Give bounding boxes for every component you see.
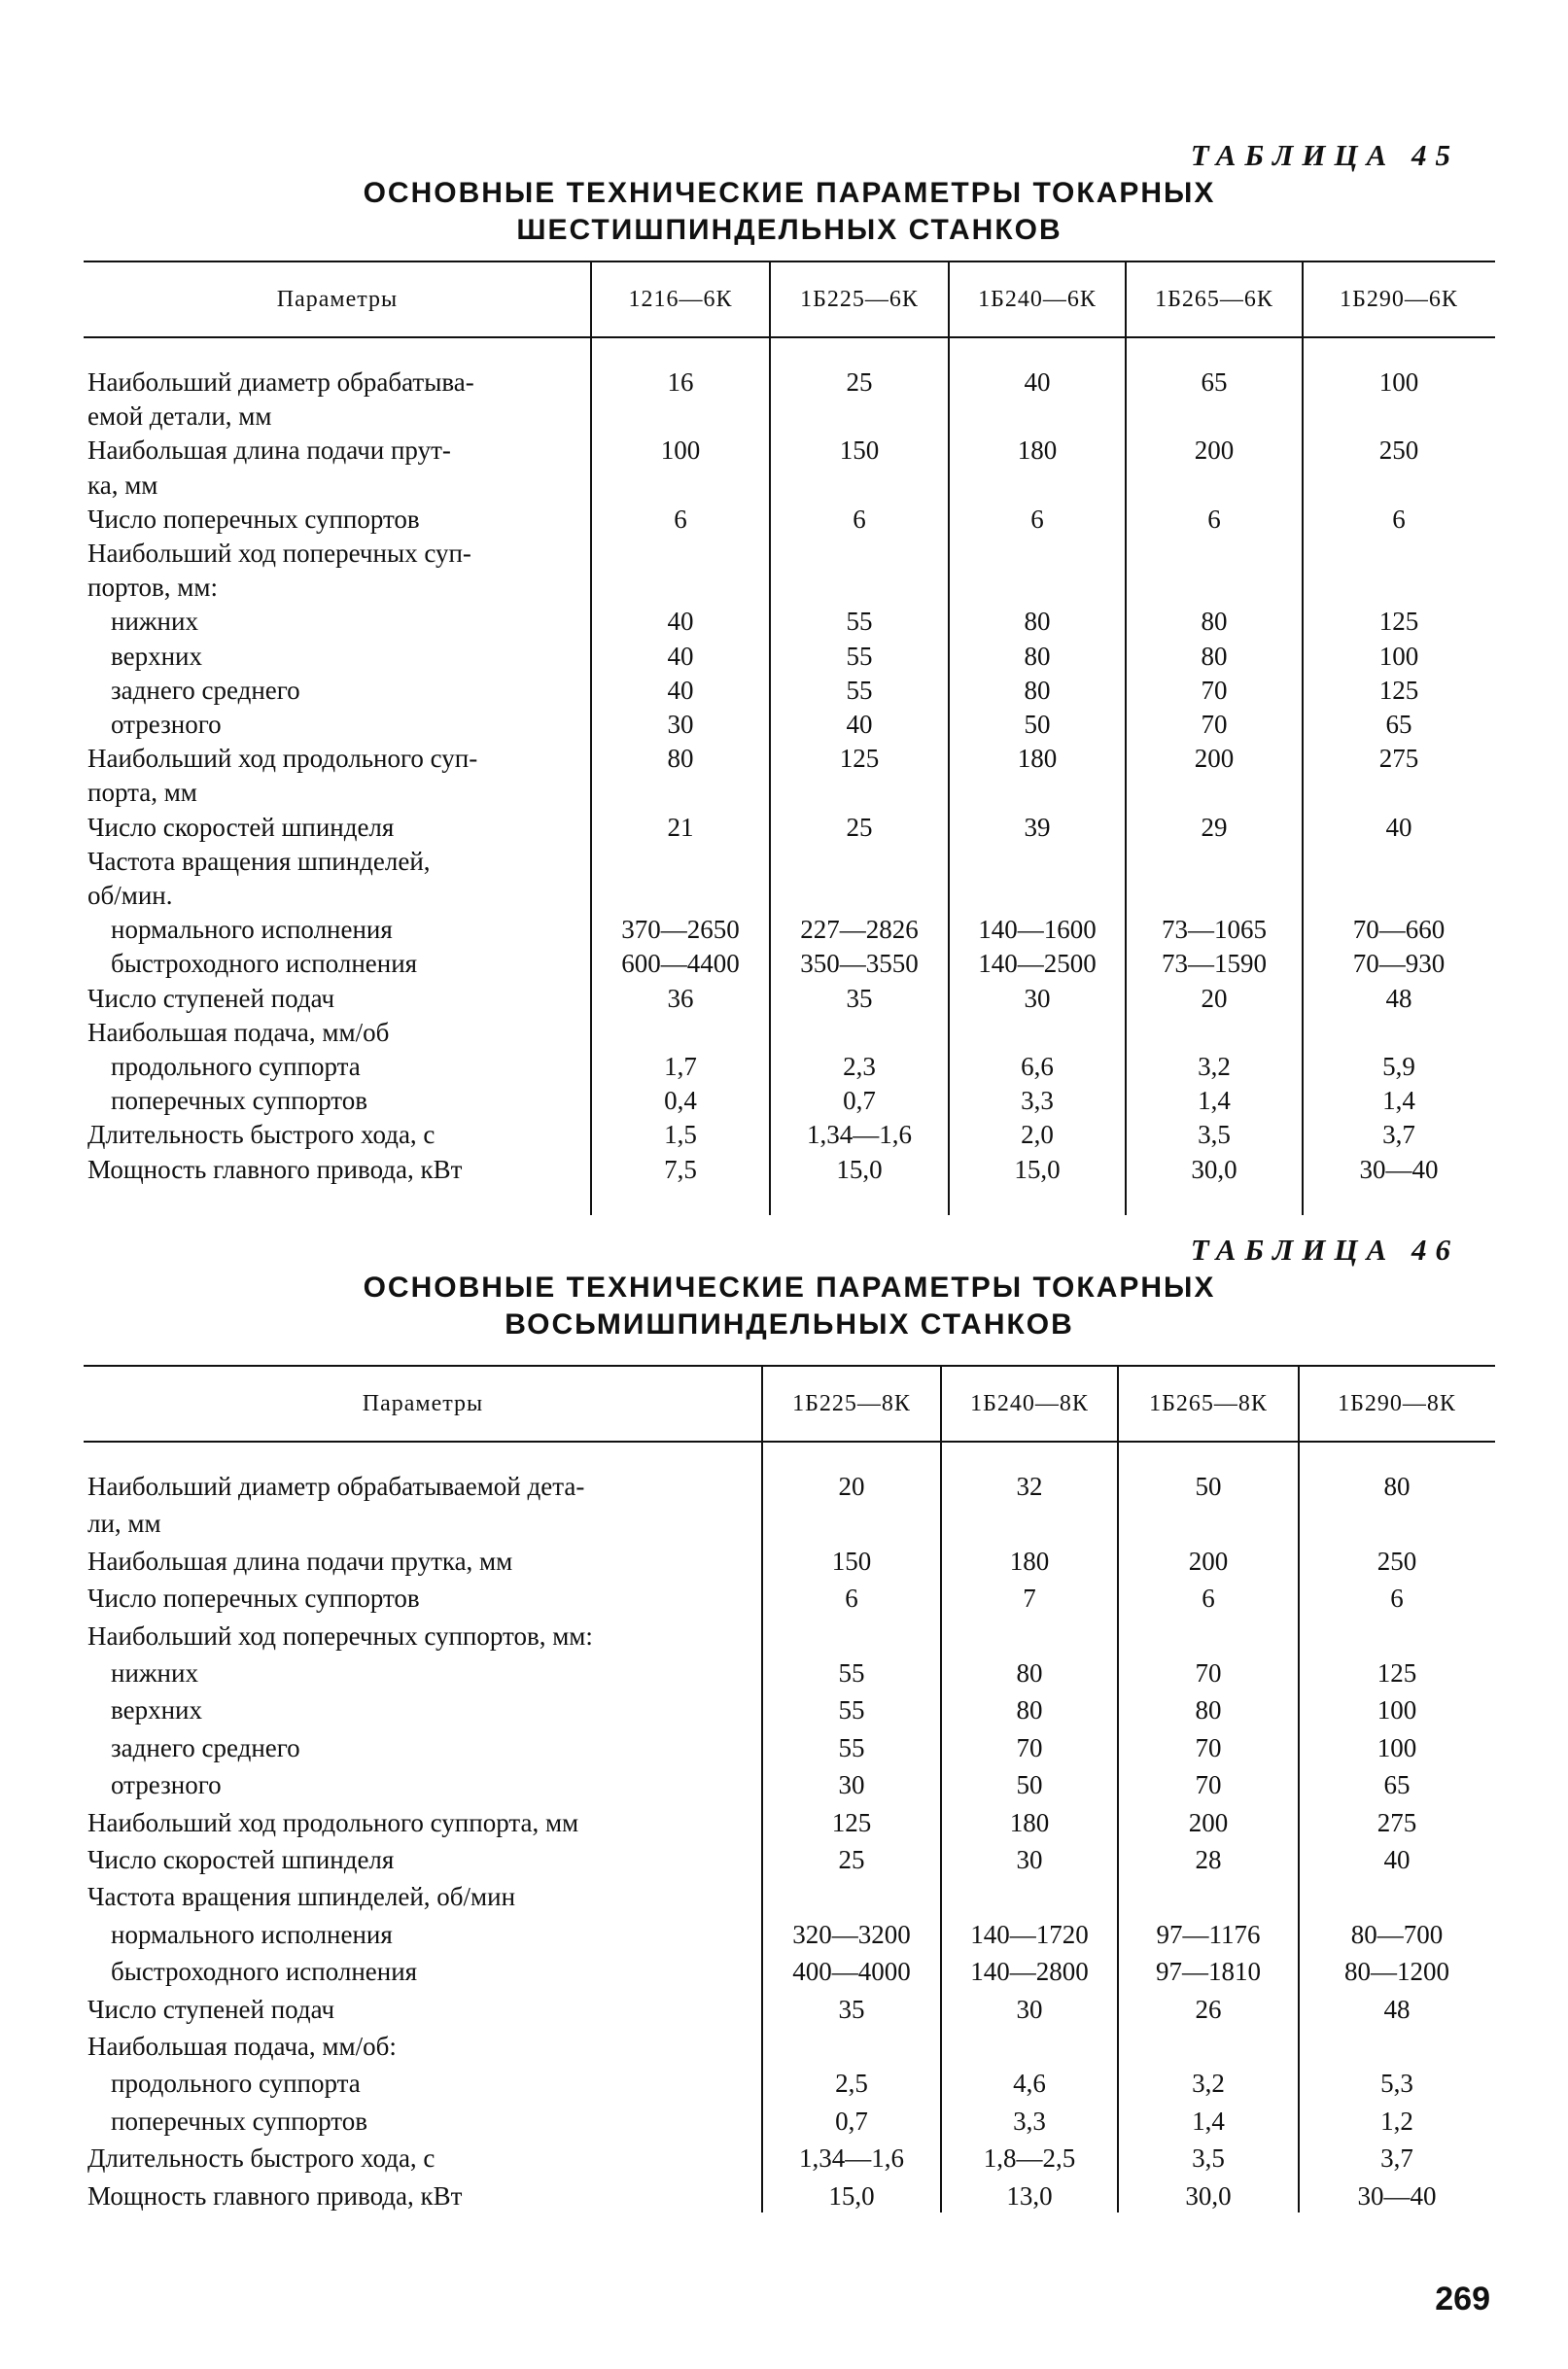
row-value: 25 bbox=[838, 1845, 865, 1874]
row-value: 1,34—1,6 bbox=[799, 2143, 904, 2174]
row-value: 97—1810 bbox=[1156, 1957, 1261, 1987]
table-row bbox=[84, 1584, 1495, 1620]
table-row bbox=[84, 607, 1495, 641]
table-46-label: ТАБЛИЦА 46 bbox=[1190, 1233, 1459, 1267]
row-value: 600—4400 bbox=[621, 949, 740, 979]
row-value: 15,0 bbox=[828, 2180, 875, 2211]
table-45-label: ТАБЛИЦА 45 bbox=[1190, 138, 1459, 172]
row-value: 40 bbox=[846, 710, 873, 739]
table-46 bbox=[84, 1365, 1495, 2212]
row-parameter: Наибольший ход поперечных суп- bbox=[87, 539, 471, 568]
row-value: 50 bbox=[1195, 1472, 1222, 1501]
row-parameter: об/мин. bbox=[87, 881, 173, 910]
row-value: 15,0 bbox=[1014, 1154, 1061, 1184]
row-value: 227—2826 bbox=[800, 915, 919, 945]
row-value: 65 bbox=[1383, 1770, 1411, 1800]
table-45-title-line2: ШЕСТИШПИНДЕЛЬНЫХ СТАНКОВ bbox=[516, 214, 1063, 246]
row-parameter: нижних bbox=[111, 1658, 198, 1688]
row-value: 1,4 bbox=[1198, 1086, 1231, 1116]
row-value: 140—2800 bbox=[970, 1957, 1089, 1987]
table-row bbox=[84, 539, 1495, 573]
row-value: 370—2650 bbox=[621, 915, 740, 945]
header-model: 1Б290—8К bbox=[1338, 1390, 1456, 1416]
table-header-row bbox=[84, 1367, 1495, 1443]
row-parameter: быстроходного исполнения bbox=[111, 949, 418, 979]
row-value: 50 bbox=[1016, 1770, 1043, 1800]
row-value: 65 bbox=[1385, 710, 1412, 739]
table-row bbox=[84, 642, 1495, 676]
row-value: 1,8—2,5 bbox=[983, 2143, 1076, 2174]
table-row bbox=[84, 1472, 1495, 1509]
row-parameter: заднего среднего bbox=[111, 1732, 300, 1762]
table-45-title bbox=[84, 175, 1495, 249]
row-value: 80 bbox=[1016, 1658, 1043, 1688]
row-value: 400—4000 bbox=[792, 1957, 911, 1987]
row-value: 32 bbox=[1016, 1472, 1043, 1501]
row-value: 80 bbox=[1383, 1472, 1411, 1501]
row-parameter: продольного суппорта bbox=[111, 2069, 361, 2099]
row-value: 70—930 bbox=[1352, 949, 1446, 979]
table-46-title-line1: ОСНОВНЫЕ ТЕХНИЧЕСКИЕ ПАРАМЕТРЫ ТОКАРНЫХ bbox=[363, 1272, 1216, 1304]
header-model: 1Б225—6К bbox=[800, 286, 919, 312]
row-value: 6 bbox=[1207, 504, 1221, 534]
row-value: 80—1200 bbox=[1344, 1957, 1449, 1987]
row-value: 2,3 bbox=[843, 1052, 876, 1081]
table-row bbox=[84, 505, 1495, 539]
table-row bbox=[84, 401, 1495, 435]
table-46-title-line2: ВОСЬМИШПИНДЕЛЬНЫХ СТАНКОВ bbox=[505, 1308, 1074, 1341]
row-value: 35 bbox=[846, 983, 873, 1013]
row-value: 250 bbox=[1376, 1546, 1417, 1576]
row-value: 4,6 bbox=[1013, 2069, 1046, 2099]
row-value: 16 bbox=[667, 367, 694, 397]
row-value: 50 bbox=[1024, 710, 1051, 739]
row-parameter: отрезного bbox=[111, 710, 222, 739]
row-parameter: Число ступеней подач bbox=[87, 983, 335, 1013]
row-value: 80 bbox=[1201, 641, 1228, 671]
row-value: 180 bbox=[1009, 1546, 1050, 1576]
table-row bbox=[84, 1120, 1495, 1154]
row-value: 25 bbox=[846, 812, 873, 842]
row-value: 55 bbox=[838, 1658, 865, 1688]
row-value: 30 bbox=[667, 710, 694, 739]
row-value: 5,9 bbox=[1382, 1052, 1415, 1081]
table-row bbox=[84, 1155, 1495, 1189]
header-parameters: Параметры bbox=[276, 286, 399, 312]
row-parameter: Наибольший ход продольного суппорта, мм bbox=[87, 1807, 579, 1837]
row-value: 125 bbox=[839, 744, 880, 774]
row-parameter: Число поперечных суппортов bbox=[87, 504, 420, 534]
row-parameter: Число поперечных суппортов bbox=[87, 1584, 420, 1614]
row-value: 125 bbox=[1378, 675, 1419, 705]
row-parameter: ли, мм bbox=[87, 1509, 161, 1539]
table-row bbox=[84, 1052, 1495, 1086]
row-parameter: нижних bbox=[111, 607, 198, 637]
table-row bbox=[84, 2107, 1495, 2143]
row-value: 6 bbox=[1392, 504, 1406, 534]
row-value: 3,5 bbox=[1198, 1120, 1231, 1150]
row-value: 6 bbox=[1390, 1584, 1404, 1614]
table-row bbox=[84, 1018, 1495, 1052]
row-value: 100 bbox=[660, 435, 701, 466]
row-parameter: Частота вращения шпинделей, об/мин bbox=[87, 1882, 516, 1912]
row-value: 3,2 bbox=[1192, 2069, 1225, 2099]
row-value: 21 bbox=[667, 812, 694, 842]
row-value: 125 bbox=[1378, 607, 1419, 637]
row-parameter: продольного суппорта bbox=[111, 1052, 361, 1081]
row-value: 55 bbox=[846, 675, 873, 705]
table-row bbox=[84, 881, 1495, 915]
row-value: 250 bbox=[1378, 435, 1419, 466]
row-value: 6,6 bbox=[1021, 1052, 1054, 1081]
row-value: 125 bbox=[831, 1807, 872, 1837]
row-value: 13,0 bbox=[1006, 2180, 1053, 2211]
row-value: 180 bbox=[1009, 1807, 1050, 1837]
table-row bbox=[84, 1621, 1495, 1658]
row-value: 40 bbox=[667, 675, 694, 705]
row-value: 80 bbox=[1016, 1695, 1043, 1725]
row-value: 70 bbox=[1016, 1732, 1043, 1762]
table-row bbox=[84, 778, 1495, 812]
table-header-row bbox=[84, 262, 1495, 338]
row-value: 65 bbox=[1201, 367, 1228, 397]
row-value: 30 bbox=[1016, 1994, 1043, 2024]
row-value: 30—40 bbox=[1357, 2180, 1437, 2211]
row-value: 80 bbox=[1201, 607, 1228, 637]
table-row bbox=[84, 2143, 1495, 2180]
row-parameter: Мощность главного привода, кВт bbox=[87, 2180, 463, 2211]
table-row bbox=[84, 1770, 1495, 1807]
table-row bbox=[84, 1733, 1495, 1770]
row-value: 3,3 bbox=[1021, 1086, 1054, 1116]
row-value: 100 bbox=[1376, 1695, 1417, 1725]
row-value: 55 bbox=[846, 641, 873, 671]
row-value: 6 bbox=[674, 504, 687, 534]
row-value: 80 bbox=[667, 744, 694, 774]
row-value: 55 bbox=[838, 1732, 865, 1762]
row-value: 2,0 bbox=[1021, 1120, 1054, 1150]
row-value: 3,7 bbox=[1380, 2143, 1413, 2174]
row-parameter: Длительность быстрого хода, с bbox=[87, 2143, 436, 2174]
table-row bbox=[84, 1658, 1495, 1695]
header-model: 1216—6К bbox=[628, 286, 733, 312]
row-value: 73—1590 bbox=[1162, 949, 1267, 979]
table-row bbox=[84, 1957, 1495, 1994]
row-parameter: Наибольшая подача, мм/об bbox=[87, 1017, 390, 1047]
table-row bbox=[84, 949, 1495, 983]
row-value: 20 bbox=[838, 1472, 865, 1501]
row-value: 30,0 bbox=[1185, 2180, 1232, 2211]
table-row bbox=[84, 2069, 1495, 2106]
row-value: 70 bbox=[1195, 1732, 1222, 1762]
row-value: 0,7 bbox=[835, 2106, 868, 2136]
row-value: 25 bbox=[846, 367, 873, 397]
table-45 bbox=[84, 261, 1495, 1215]
row-value: 55 bbox=[838, 1695, 865, 1725]
header-model: 1Б290—6К bbox=[1340, 286, 1458, 312]
header-parameters: Параметры bbox=[362, 1390, 484, 1416]
row-parameter: заднего среднего bbox=[111, 675, 300, 705]
row-value: 100 bbox=[1378, 367, 1419, 397]
row-value: 6 bbox=[1202, 1584, 1215, 1614]
row-value: 40 bbox=[1383, 1845, 1411, 1874]
table-row bbox=[84, 813, 1495, 847]
row-value: 200 bbox=[1188, 1546, 1229, 1576]
row-value: 180 bbox=[1017, 744, 1058, 774]
row-value: 70 bbox=[1201, 675, 1228, 705]
row-parameter: отрезного bbox=[111, 1770, 222, 1800]
table-row bbox=[84, 1695, 1495, 1732]
table-row bbox=[84, 1920, 1495, 1957]
table-row bbox=[84, 1547, 1495, 1584]
table-row bbox=[84, 1808, 1495, 1845]
table-row bbox=[84, 710, 1495, 744]
row-parameter: ка, мм bbox=[87, 470, 158, 500]
row-value: 7 bbox=[1023, 1584, 1036, 1614]
row-value: 40 bbox=[667, 641, 694, 671]
row-value: 3,3 bbox=[1013, 2106, 1046, 2136]
row-parameter: верхних bbox=[111, 1695, 202, 1725]
row-parameter: Наибольшая длина подачи прутка, мм bbox=[87, 1546, 513, 1576]
table-row bbox=[84, 1995, 1495, 2032]
header-model: 1Б265—8К bbox=[1149, 1390, 1268, 1416]
row-parameter: поперечных суппортов bbox=[111, 2106, 367, 2136]
page-number: 269 bbox=[1435, 2281, 1490, 2317]
row-parameter: Частота вращения шпинделей, bbox=[87, 846, 431, 876]
row-value: 140—1720 bbox=[970, 1919, 1089, 1949]
row-value: 2,5 bbox=[835, 2069, 868, 2099]
header-model: 1Б240—8К bbox=[970, 1390, 1089, 1416]
row-value: 97—1176 bbox=[1156, 1919, 1261, 1949]
row-value: 80—700 bbox=[1350, 1919, 1444, 1949]
row-value: 80 bbox=[1195, 1695, 1222, 1725]
table-46-title bbox=[84, 1270, 1495, 1343]
row-value: 275 bbox=[1376, 1807, 1417, 1837]
row-parameter: нормального исполнения bbox=[111, 1919, 393, 1949]
row-value: 200 bbox=[1188, 1807, 1229, 1837]
row-value: 15,0 bbox=[836, 1154, 883, 1184]
row-value: 5,3 bbox=[1380, 2069, 1413, 2099]
row-value: 180 bbox=[1017, 435, 1058, 466]
row-value: 140—1600 bbox=[978, 915, 1097, 945]
row-value: 40 bbox=[667, 607, 694, 637]
row-parameter: Наибольший диаметр обрабатываемой дета- bbox=[87, 1472, 585, 1501]
row-value: 39 bbox=[1024, 812, 1051, 842]
row-value: 200 bbox=[1194, 744, 1235, 774]
row-value: 3,7 bbox=[1382, 1120, 1415, 1150]
row-value: 7,5 bbox=[664, 1154, 697, 1184]
row-parameter: Наибольшая подача, мм/об: bbox=[87, 2032, 397, 2061]
row-value: 3,2 bbox=[1198, 1052, 1231, 1081]
row-parameter: быстроходного исполнения bbox=[111, 1957, 418, 1987]
row-parameter: верхних bbox=[111, 641, 202, 671]
row-parameter: Наибольший ход продольного суп- bbox=[87, 744, 478, 774]
table-45-title-line1: ОСНОВНЫЕ ТЕХНИЧЕСКИЕ ПАРАМЕТРЫ ТОКАРНЫХ bbox=[363, 177, 1216, 209]
table-row bbox=[84, 367, 1495, 401]
row-value: 150 bbox=[831, 1546, 872, 1576]
table-row bbox=[84, 676, 1495, 710]
table-row bbox=[84, 435, 1495, 470]
row-value: 48 bbox=[1383, 1994, 1411, 2024]
row-value: 70—660 bbox=[1352, 915, 1446, 945]
row-parameter: поперечных суппортов bbox=[111, 1086, 367, 1116]
row-value: 55 bbox=[846, 607, 873, 637]
row-value: 73—1065 bbox=[1162, 915, 1267, 945]
row-value: 70 bbox=[1195, 1770, 1222, 1800]
row-value: 30—40 bbox=[1359, 1154, 1439, 1184]
row-parameter: емой детали, мм bbox=[87, 401, 272, 432]
row-value: 80 bbox=[1024, 641, 1051, 671]
table-row bbox=[84, 984, 1495, 1018]
row-parameter: Длительность быстрого хода, с bbox=[87, 1120, 436, 1150]
row-value: 30 bbox=[1024, 983, 1051, 1013]
row-value: 200 bbox=[1194, 435, 1235, 466]
row-value: 6 bbox=[1030, 504, 1044, 534]
row-value: 100 bbox=[1376, 1732, 1417, 1762]
table-row bbox=[84, 1086, 1495, 1120]
row-parameter: Наибольший диаметр обрабатыва- bbox=[87, 367, 474, 397]
row-value: 70 bbox=[1201, 710, 1228, 739]
row-value: 48 bbox=[1385, 983, 1412, 1013]
row-value: 100 bbox=[1378, 641, 1419, 671]
row-value: 30 bbox=[1016, 1845, 1043, 1874]
row-value: 30 bbox=[838, 1770, 865, 1800]
row-parameter: Наибольший ход поперечных суппортов, мм: bbox=[87, 1620, 593, 1651]
row-value: 28 bbox=[1195, 1845, 1222, 1874]
row-value: 1,4 bbox=[1192, 2106, 1225, 2136]
row-value: 40 bbox=[1024, 367, 1051, 397]
row-parameter: Число ступеней подач bbox=[87, 1994, 335, 2024]
row-value: 1,4 bbox=[1382, 1086, 1415, 1116]
row-value: 36 bbox=[667, 983, 694, 1013]
row-value: 3,5 bbox=[1192, 2143, 1225, 2174]
row-parameter: нормального исполнения bbox=[111, 915, 393, 945]
header-model: 1Б225—8К bbox=[792, 1390, 911, 1416]
row-value: 0,7 bbox=[843, 1086, 876, 1116]
row-value: 80 bbox=[1024, 675, 1051, 705]
table-row bbox=[84, 915, 1495, 949]
row-value: 6 bbox=[845, 1584, 858, 1614]
table-row bbox=[84, 1509, 1495, 1546]
row-value: 0,4 bbox=[664, 1086, 697, 1116]
table-row bbox=[84, 470, 1495, 505]
row-value: 6 bbox=[853, 504, 866, 534]
table-row bbox=[84, 2032, 1495, 2069]
row-value: 1,5 bbox=[664, 1120, 697, 1150]
table-row bbox=[84, 1882, 1495, 1919]
table-row bbox=[84, 1845, 1495, 1882]
row-parameter: порта, мм bbox=[87, 778, 197, 808]
header-model: 1Б265—6К bbox=[1155, 286, 1273, 312]
row-value: 26 bbox=[1195, 1994, 1222, 2024]
table-row bbox=[84, 2181, 1495, 2218]
header-model: 1Б240—6К bbox=[978, 286, 1097, 312]
row-parameter: Наибольшая длина подачи прут- bbox=[87, 435, 451, 466]
row-parameter: Число скоростей шпинделя bbox=[87, 1845, 395, 1874]
row-value: 1,34—1,6 bbox=[807, 1120, 912, 1150]
table-row bbox=[84, 847, 1495, 881]
row-parameter: портов, мм: bbox=[87, 573, 218, 603]
row-value: 140—2500 bbox=[978, 949, 1097, 979]
row-value: 35 bbox=[838, 1994, 865, 2024]
row-value: 70 bbox=[1195, 1658, 1222, 1688]
row-parameter: Мощность главного привода, кВт bbox=[87, 1154, 463, 1184]
row-value: 29 bbox=[1201, 812, 1228, 842]
table-row bbox=[84, 744, 1495, 778]
table-row bbox=[84, 573, 1495, 607]
row-parameter: Число скоростей шпинделя bbox=[87, 812, 395, 842]
row-value: 150 bbox=[839, 435, 880, 466]
row-value: 30,0 bbox=[1191, 1154, 1237, 1184]
row-value: 275 bbox=[1378, 744, 1419, 774]
row-value: 20 bbox=[1201, 983, 1228, 1013]
row-value: 350—3550 bbox=[800, 949, 919, 979]
row-value: 320—3200 bbox=[792, 1919, 911, 1949]
row-value: 1,2 bbox=[1380, 2106, 1413, 2136]
row-value: 40 bbox=[1385, 812, 1412, 842]
row-value: 1,7 bbox=[664, 1052, 697, 1081]
row-value: 80 bbox=[1024, 607, 1051, 637]
row-value: 125 bbox=[1376, 1658, 1417, 1688]
